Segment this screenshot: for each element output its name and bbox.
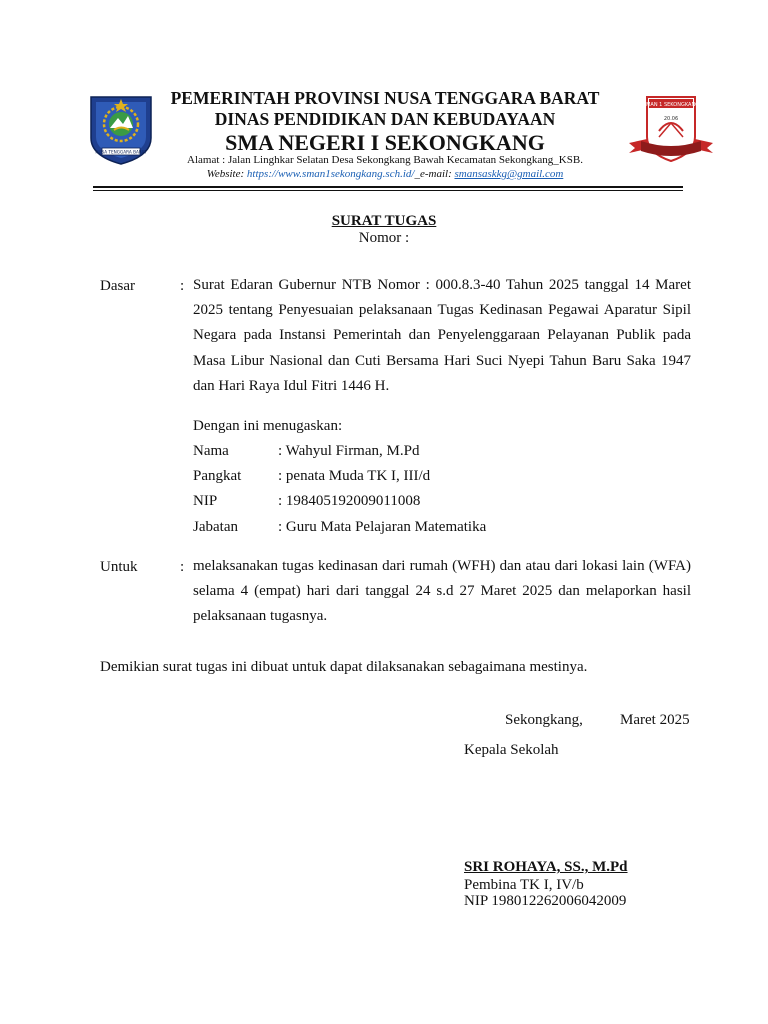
website-label: Website: bbox=[206, 168, 247, 180]
assignee-key: NIP bbox=[193, 493, 218, 509]
issue-date: Maret 2025 bbox=[620, 712, 690, 728]
purpose-line: melaporkan hasil pelaksanaan tugasnya. bbox=[193, 583, 692, 625]
assignee-key: Pangkat bbox=[193, 468, 242, 484]
basis-line: 2025 tentang Penyesuaian pelaksanaan Tugas Kedinasan Pegawai Aparatur bbox=[193, 302, 658, 319]
issue-place: Sekongkang, bbox=[505, 712, 583, 728]
purpose-colon: : bbox=[180, 559, 185, 575]
assign-intro: Dengan ini menugaskan: bbox=[193, 418, 343, 434]
website-link[interactable]: https://www.sman1sekongkang.sch.id/ bbox=[246, 168, 415, 180]
basis-line: pada Masa Libur Nasional dan Cuti Bersama Hari Suci Nyepi Tahun Baru Saka bbox=[193, 327, 692, 369]
basis-line: 1947 dan Hari Raya Idul Fitri 1446 H. bbox=[193, 352, 691, 394]
signer-role: Kepala Sekolah bbox=[464, 742, 559, 758]
letterhead-divider-thick bbox=[93, 186, 683, 188]
purpose-line: (WFA) selama 4 (empat) hari dari tanggal 24 s.d 27 Maret 2025 dan bbox=[193, 558, 692, 600]
purpose-label: Untuk bbox=[100, 559, 138, 575]
letterhead-address: Alamat : Jalan Linghkar Selatan Desa Sekongkang Bawah Kecamatan Sekongkang_KSB. bbox=[187, 154, 583, 166]
assignee-value: : penata Muda TK I, III/d bbox=[278, 468, 431, 484]
basis-label: Dasar bbox=[100, 278, 135, 294]
assignee-value: : Wahyul Firman, M.Pd bbox=[278, 443, 420, 459]
purpose-paragraph bbox=[193, 554, 691, 630]
assignee-value: : Guru Mata Pelajaran Matematika bbox=[278, 519, 487, 535]
left-logo-text: NUSA TENGGARA BARAT bbox=[95, 149, 147, 155]
email-link[interactable]: smansaskkg@gmail.com bbox=[454, 168, 564, 180]
assignee-key: Jabatan bbox=[193, 519, 238, 535]
email-label: _e-mail: bbox=[414, 168, 455, 180]
basis-paragraph bbox=[193, 273, 691, 399]
basis-colon: : bbox=[180, 278, 185, 294]
letterhead-divider-thin bbox=[93, 190, 683, 191]
school-emblem-icon bbox=[627, 93, 715, 169]
letterhead-contact bbox=[160, 168, 610, 180]
signer-nip: NIP 198012262006042009 bbox=[464, 893, 627, 909]
letterhead-school-name: SMA NEGERI I SEKONGKANG bbox=[225, 130, 545, 155]
assignee-key: Nama bbox=[193, 443, 229, 459]
letter-title: SURAT TUGAS bbox=[331, 213, 437, 229]
basis-line: Sipil Negara pada Instansi Pemerintah dan Penyelenggaraan Pelayanan Publik bbox=[193, 302, 691, 344]
right-logo-top-text: SMAN 1 SEKONGKANG bbox=[642, 102, 700, 108]
letterhead-government: PEMERINTAH PROVINSI NUSA TENGGARA BARAT bbox=[170, 88, 600, 108]
assignee-value: : 198405192009011008 bbox=[278, 493, 421, 509]
closing-statement: Demikian surat tugas ini dibuat untuk dapat dilaksanakan sebagaimana mestinya. bbox=[100, 659, 588, 675]
ntb-province-emblem-icon bbox=[88, 94, 154, 166]
right-logo-year: 20.06 bbox=[663, 116, 679, 122]
purpose-line: melaksanakan tugas kedinasan dari rumah (WFH) dan atau dari lokasi lain bbox=[193, 558, 645, 574]
basis-line: Surat Edaran Gubernur NTB Nomor : 000.8.3-40 Tahun 2025 tanggal 14 Maret bbox=[193, 277, 691, 293]
signer-name: SRI ROHAYA, SS., M.Pd bbox=[464, 859, 628, 875]
letter-number: Nomor : bbox=[358, 230, 410, 246]
letterhead-department: DINAS PENDIDIKAN DAN KEBUDAYAAN bbox=[214, 109, 556, 129]
signer-rank: Pembina TK I, IV/b bbox=[464, 877, 584, 893]
